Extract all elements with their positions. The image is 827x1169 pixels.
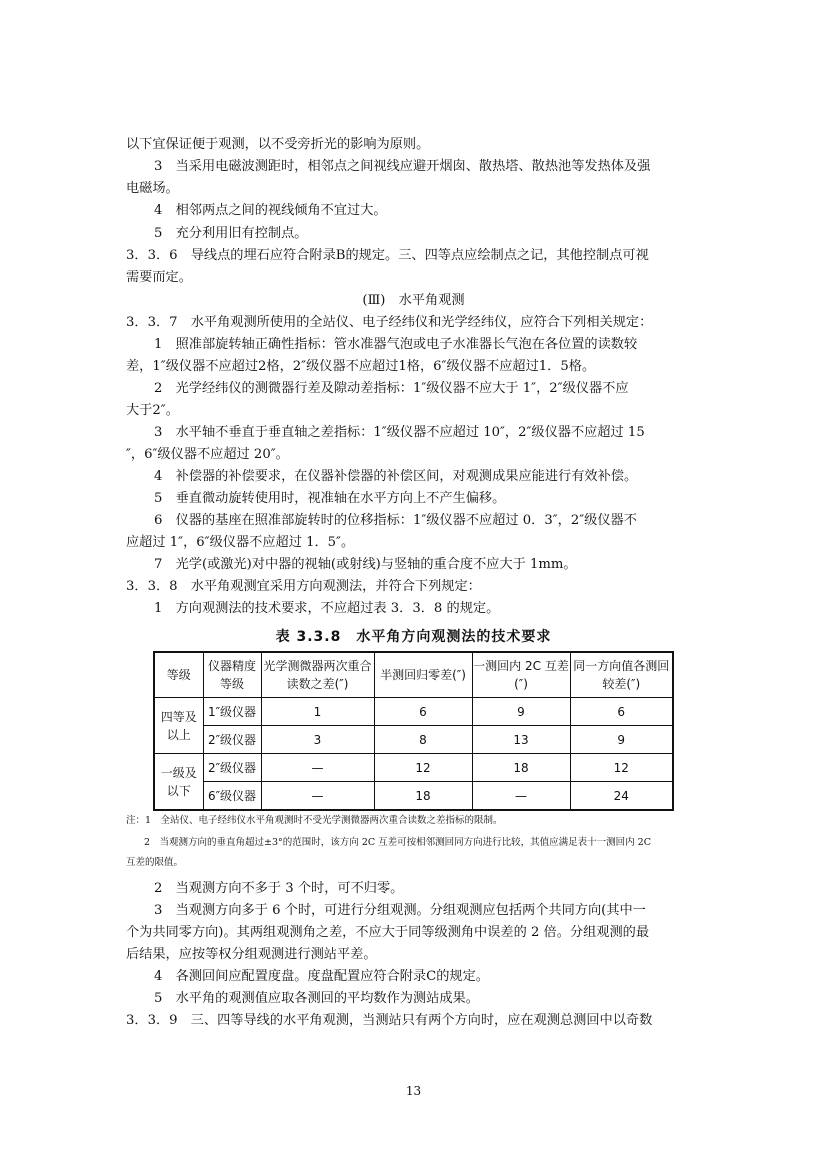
table-cell: 9 [472, 698, 570, 726]
paragraph-line: 3．3．7 水平角观测所使用的全站仪、电子经纬仪和光学经纬仪，应符合下列相关规定： [126, 315, 653, 330]
table-cell: 6″级仪器 [203, 782, 261, 811]
header-cell: 一测回内 2C 互差(″) [472, 652, 570, 698]
paragraph-line: 1 照准部旋转轴正确性指标：管水准器气泡或电子水准器长气泡在各位置的读数较 [154, 337, 638, 352]
paragraph-line: 2 当观测方向不多于 3 个时，可不归零。 [154, 881, 404, 896]
table-title: 表 3.3.8 水平角方向观测法的技术要求 [275, 629, 552, 645]
table-cell: 9 [570, 726, 673, 754]
paragraph-line: 应超过 1″，6″级仪器不应超过 1．5″。 [126, 535, 355, 550]
table-note: 互差的限值。 [126, 857, 184, 868]
paragraph-line: 5 垂直微动旋转使用时，视准轴在水平方向上不产生偏移。 [154, 491, 506, 506]
paragraph-line: 5 水平角的观测值应取各测回的平均数作为测站成果。 [154, 991, 479, 1006]
table-cell: 12 [570, 754, 673, 782]
paragraph-line: 2 光学经纬仪的测微器行差及隙动差指标：1″级仪器不应大于 1″，2″级仪器不应 [154, 381, 629, 396]
table-cell: 2″级仪器 [203, 726, 261, 754]
header-cell: 半测回归零差(″) [374, 652, 472, 698]
paragraph-line: 大于2″。 [126, 403, 179, 418]
table-cell: 3 [261, 726, 374, 754]
table-cell: 1″级仪器 [203, 698, 261, 726]
header-cell: 光学测微器两次重合读数之差(″) [261, 652, 374, 698]
table-cell: — [472, 782, 570, 811]
table-row [154, 698, 673, 726]
grade-cell: 一级及以下 [154, 754, 203, 811]
table-cell: 6 [570, 698, 673, 726]
table-row [154, 726, 673, 754]
table-note: 2 当观测方向的垂直角超过±3°的范围时，该方向 2C 互差可按相邻测回同方向进行比较，其值应满足表十一测回内 2C [144, 837, 651, 848]
table-row [154, 754, 673, 782]
paragraph-line: 1 方向观测法的技术要求，不应超过表 3．3．8 的规定。 [154, 601, 500, 616]
technical-requirements-table [153, 651, 674, 811]
paragraph-line: 需要而定。 [126, 270, 192, 285]
table-cell: 6 [374, 698, 472, 726]
paragraph-line: 7 光学(或激光)对中器的视轴(或射线)与竖轴的重合度不应大于 1mm。 [154, 557, 577, 572]
paragraph-line: 以下宜保证便于观测，以不受旁折光的影响为原则。 [126, 137, 430, 152]
paragraph-line: 后结果，应按等权分组观测进行测站平差。 [126, 947, 377, 962]
paragraph-line: 6 仪器的基座在照准部旋转时的位移指标：1″级仪器不应超过 0．3″，2″级仪器不 [154, 513, 637, 528]
paragraph-line: ″，6″级仪器不应超过 20″。 [126, 447, 289, 462]
header-cell: 同一方向值各测回较差(″) [570, 652, 673, 698]
paragraph-line: 3 当采用电磁波测距时，相邻点之间视线应避开烟囱、散热塔、散热池等发热体及强 [154, 159, 651, 174]
table-cell: 18 [374, 782, 472, 811]
page-number: 13 [405, 1084, 422, 1098]
grade-cell: 四等及以上 [154, 698, 203, 754]
paragraph-line: 3．3．9 三、四等导线的水平角观测，当测站只有两个方向时，应在观测总测回中以奇数 [126, 1013, 653, 1028]
paragraph-line: 电磁场。 [126, 181, 179, 196]
paragraph-line: 4 各测回间应配置度盘。度盘配置应符合附录C的规定。 [154, 969, 489, 984]
paragraph-line: 3．3．8 水平角观测宜采用方向观测法，并符合下列规定： [126, 579, 481, 594]
table-cell: 8 [374, 726, 472, 754]
paragraph-line: 4 补偿器的补偿要求，在仪器补偿器的补偿区间，对观测成果应能进行有效补偿。 [154, 469, 638, 484]
table-cell: — [261, 754, 374, 782]
paragraph-line: 5 充分利用旧有控制点。 [154, 226, 308, 241]
table-cell: 13 [472, 726, 570, 754]
table-cell: 1 [261, 698, 374, 726]
paragraph-line: 个为共同零方向)。其两组观测角之差，不应大于同等级测角中误差的 2 倍。分组观测的最 [126, 925, 650, 940]
paragraph-line: 3 水平轴不垂直于垂直轴之差指标：1″级仪器不应超过 10″，2″级仪器不应超过 15 [154, 425, 645, 440]
paragraph-line: 差，1″级仪器不应超过2格，2″级仪器不应超过1格，6″级仪器不应超过1．5格。 [126, 359, 596, 374]
table-row [154, 782, 673, 811]
table-cell: 24 [570, 782, 673, 811]
table-header-row [154, 652, 673, 698]
table-cell: 18 [472, 754, 570, 782]
table-cell: — [261, 782, 374, 811]
paragraph-line: 3 当观测方向多于 6 个时，可进行分组观测。分组观测应包括两个共同方向(其中一 [154, 903, 646, 918]
table-cell: 12 [374, 754, 472, 782]
section-heading: (Ⅲ) 水平角观测 [362, 293, 465, 308]
header-cell: 仪器精度等级 [203, 652, 261, 698]
header-cell: 等级 [154, 652, 203, 698]
paragraph-line: 4 相邻两点之间的视线倾角不宜过大。 [154, 203, 387, 218]
table-note: 注：1 全站仪、电子经纬仪水平角观测时不受光学测微器两次重合读数之差指标的限制。 [126, 815, 503, 826]
paragraph-line: 3．3．6 导线点的埋石应符合附录B的规定。三、四等点应绘制点之记，其他控制点可视 [126, 248, 649, 263]
table-cell: 2″级仪器 [203, 754, 261, 782]
